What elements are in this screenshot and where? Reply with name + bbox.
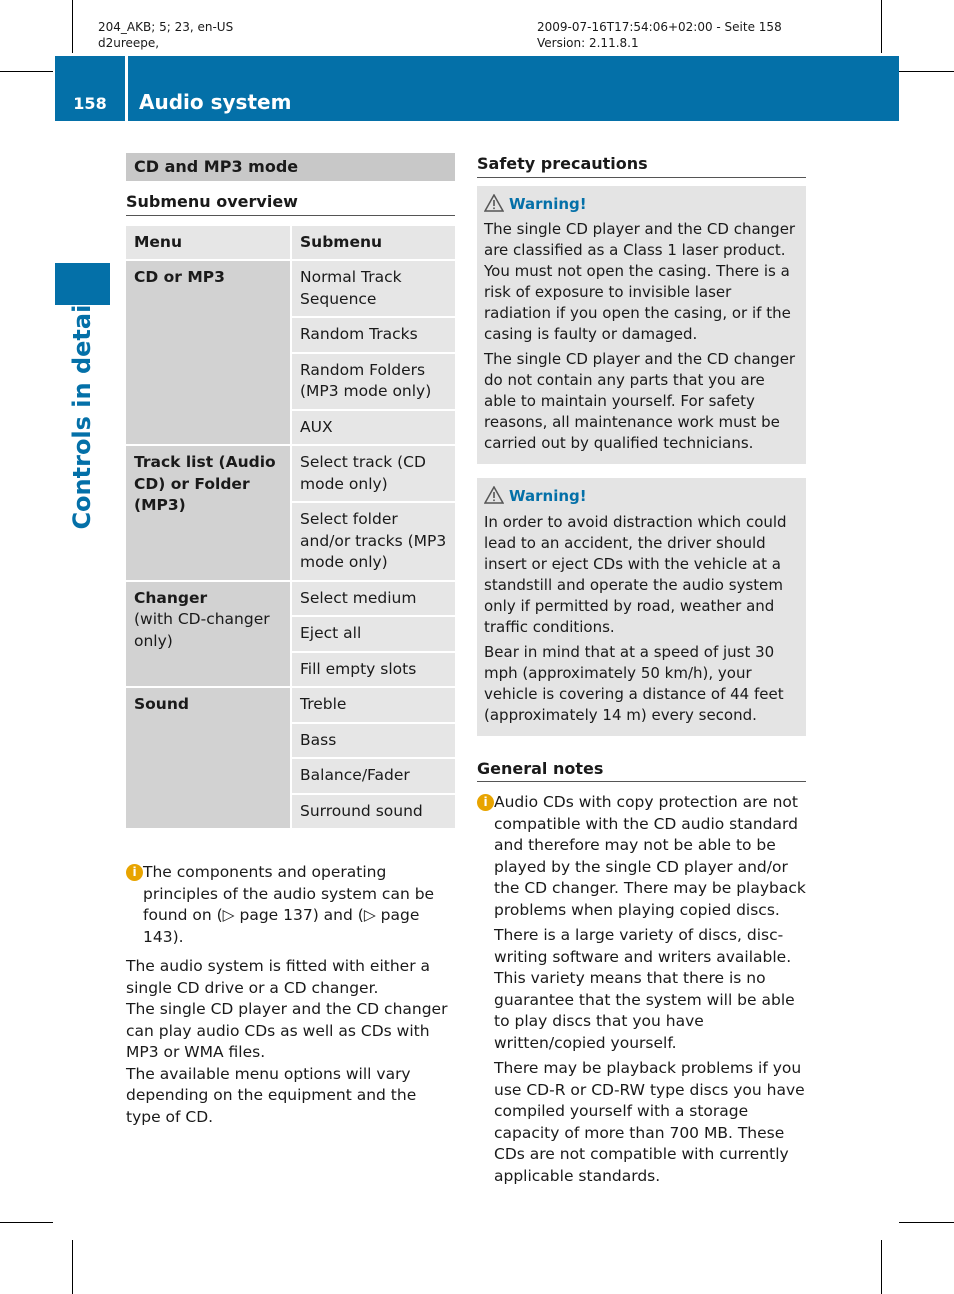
paragraph: The single CD player and the CD changer can play audio CDs as well as CDs with MP3 or WMA files. bbox=[126, 1000, 448, 1061]
print-meta-right bbox=[537, 19, 782, 51]
table-header-menu: Menu bbox=[126, 226, 291, 261]
paragraph: The audio system is fitted with either a single CD drive or a CD changer. bbox=[126, 957, 431, 997]
submenu-cell: Normal Track Sequence bbox=[291, 260, 455, 317]
menu-name: CD or MP3 bbox=[134, 268, 225, 286]
crop-mark bbox=[72, 1240, 73, 1294]
header-divider bbox=[125, 56, 128, 121]
warning-text: In order to avoid distraction which could lead to an accident, the driver should insert or eject CDs with the vehicle at a standstill and operate the audio system only if permitted by road, weather and traffic conditions. bbox=[484, 512, 787, 636]
table-row bbox=[126, 687, 455, 723]
meta-line: d2ureepe, bbox=[98, 36, 160, 50]
safety-heading: Safety precautions bbox=[477, 153, 806, 178]
paragraph: The available menu options will vary depending on the equipment and the type of CD. bbox=[126, 1064, 417, 1126]
table-row bbox=[126, 260, 455, 317]
submenu-cell: Random Folders (MP3 mode only) bbox=[291, 353, 455, 410]
table-row bbox=[126, 581, 455, 617]
menu-cell bbox=[126, 445, 291, 581]
warning-text: The single CD player and the CD changer do not contain any parts that you are able to maintain yourself. For safety reasons, all maintenance work must be carried out by qualified technicians. bbox=[484, 350, 796, 452]
submenu-cell: Select medium bbox=[291, 581, 455, 617]
page-number: 158 bbox=[73, 94, 107, 113]
info-note-text: Audio CDs with copy protection are not compatible with the CD audio standard and therefore may not be able to be played by the single CD player and/or the CD changer. There may be playback problems when playing copied discs. bbox=[494, 793, 806, 919]
crop-mark bbox=[899, 71, 954, 72]
menu-cell bbox=[126, 581, 291, 688]
menu-cell bbox=[126, 260, 291, 445]
side-chapter-label: Controls in detail bbox=[68, 296, 96, 530]
section-title: CD and MP3 mode bbox=[126, 153, 455, 181]
crop-mark bbox=[899, 1222, 954, 1223]
submenu-cell: Select track (CD mode only) bbox=[291, 445, 455, 502]
general-notes-heading: General notes bbox=[477, 758, 806, 783]
menu-name: Changer bbox=[134, 588, 208, 607]
left-column bbox=[126, 153, 455, 1128]
info-note-text: There is a large variety of discs, disc-writing software and writers available. This variety means that there is no guarantee that the system will be able to play discs that you have written/copied yourself. bbox=[494, 926, 795, 1052]
meta-line: 2009-07-16T17:54:06+02:00 - Seite 158 bbox=[537, 20, 782, 34]
submenu-cell: Eject all bbox=[291, 616, 455, 652]
info-icon: i bbox=[477, 794, 494, 811]
warning-triangle-icon bbox=[484, 194, 504, 212]
table-row bbox=[126, 445, 455, 502]
info-note bbox=[477, 792, 806, 1187]
submenu-cell: Bass bbox=[291, 723, 455, 759]
warning-text: The single CD player and the CD changer are classified as a Class 1 laser product. You must not open the casing. There is a risk of exposure to invisible laser radiation if you open the casing, or if the casing is faulty or damaged. bbox=[484, 220, 796, 343]
table-header-row bbox=[126, 226, 455, 261]
submenu-cell: Balance/Fader bbox=[291, 758, 455, 794]
info-icon: i bbox=[126, 864, 143, 881]
warning-box bbox=[477, 186, 806, 465]
warning-label: Warning! bbox=[509, 487, 587, 505]
submenu-cell: Random Tracks bbox=[291, 317, 455, 353]
menu-cell bbox=[126, 687, 291, 829]
menu-name: Track list (Audio CD) or Folder (MP3) bbox=[134, 453, 276, 514]
warning-header bbox=[484, 194, 799, 216]
warning-box bbox=[477, 478, 806, 736]
crop-mark bbox=[881, 1240, 882, 1294]
warning-triangle-icon bbox=[484, 486, 504, 504]
right-column bbox=[477, 153, 806, 1193]
crop-mark bbox=[0, 71, 53, 72]
submenu-cell: Fill empty slots bbox=[291, 652, 455, 688]
meta-line: Version: 2.11.8.1 bbox=[537, 36, 639, 50]
warning-header bbox=[484, 486, 799, 508]
header-bar bbox=[55, 56, 899, 121]
crop-mark bbox=[881, 0, 882, 53]
crop-mark bbox=[72, 0, 73, 53]
meta-line: 204_AKB; 5; 23, en-US bbox=[98, 20, 234, 34]
info-note-text: There may be playback problems if you use CD-R or CD-RW type discs you have compiled yourself with a storage capacity of more than 700 MB. These CDs are not compatible with currently applicable standards. bbox=[494, 1059, 805, 1185]
submenu-cell: Treble bbox=[291, 687, 455, 723]
submenu-heading: Submenu overview bbox=[126, 191, 455, 216]
print-meta-left bbox=[98, 19, 233, 51]
info-note-text: The components and operating principles of the audio system can be found on (▷ page 137) and (▷ page 143). bbox=[143, 863, 435, 946]
info-note bbox=[126, 862, 455, 948]
page-title: Audio system bbox=[139, 90, 292, 114]
submenu-cell: AUX bbox=[291, 410, 455, 446]
menu-name: Sound bbox=[134, 695, 189, 713]
submenu-table bbox=[126, 226, 455, 831]
warning-text: Bear in mind that at a speed of just 30 mph (approximately 50 km/h), your vehicle is covering a distance of 44 feet (approximately 14 m) every second. bbox=[484, 642, 784, 724]
crop-mark bbox=[0, 1222, 53, 1223]
submenu-cell: Surround sound bbox=[291, 794, 455, 830]
table-header-submenu: Submenu bbox=[291, 226, 455, 261]
menu-note: (with CD-changer only) bbox=[134, 610, 270, 650]
intro-text bbox=[126, 956, 455, 1128]
submenu-cell: Select folder and/or tracks (MP3 mode only) bbox=[291, 502, 455, 581]
warning-label: Warning! bbox=[509, 194, 587, 213]
